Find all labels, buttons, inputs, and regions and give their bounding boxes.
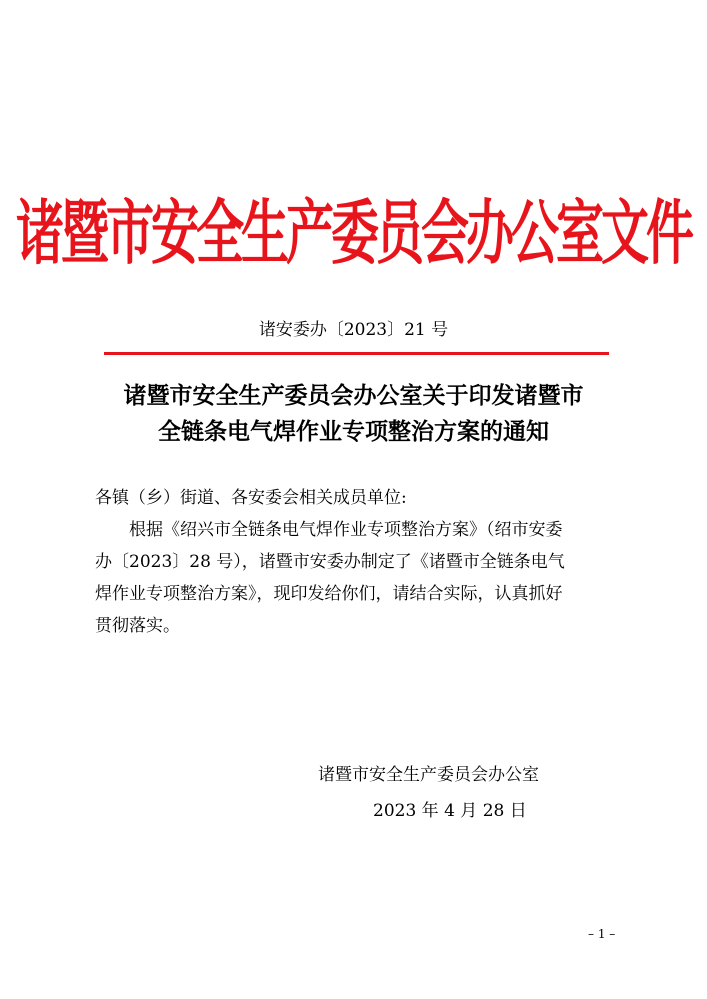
body-line-4: 贯彻落实。 (95, 616, 180, 636)
body-line-1: 根据《绍兴市全链条电气焊作业专项整治方案》（绍市安委 (129, 520, 563, 540)
red-divider-line (104, 352, 609, 355)
document-number: 诸安委办〔2023〕21 号 (258, 320, 449, 340)
body-paragraph (95, 514, 625, 642)
document-title-line-1: 诸暨市安全生产委员会办公室关于印发诸暨市 (123, 382, 584, 409)
salutation: 各镇（乡）街道、各安委会相关成员单位: (95, 488, 407, 508)
document-title-line-2: 全链条电气焊作业专项整治方案的通知 (158, 418, 549, 445)
document-title (0, 378, 707, 450)
body-line-3: 焊作业专项整治方案》，现印发给你们，请结合实际，认真抓好 (95, 584, 563, 604)
issue-date: 2023 年 4 月 28 日 (373, 801, 527, 821)
page-number: – 1 – (588, 927, 616, 941)
issuing-office-signature: 诸暨市安全生产委员会办公室 (318, 765, 539, 785)
body-line-2: 办〔2023〕28 号），诸暨市安委办制定了《诸暨市全链条电气 (95, 552, 565, 572)
red-header-title: 诸暨市安全生产委员会办公室文件 (15, 193, 691, 275)
